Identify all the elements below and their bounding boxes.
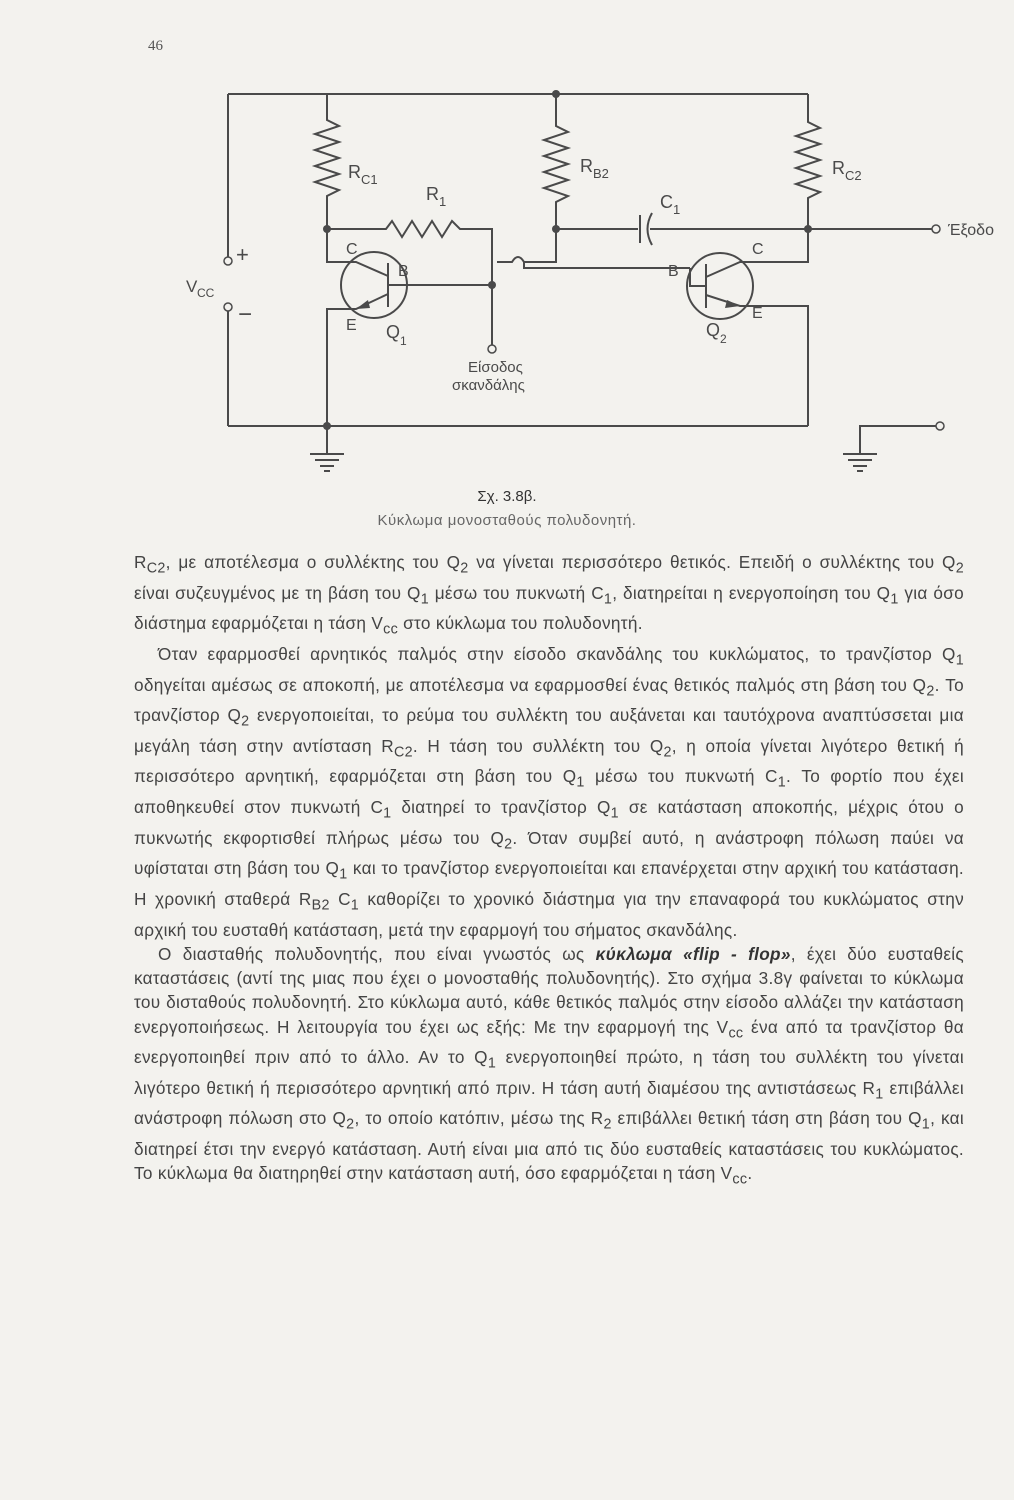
vcc-label: V [186,277,198,296]
paragraph-p3: Ο διασταθής πολυδονητής, που είναι γνωστός ως κύκλωμα «flip - flop», έχει δύο ευσταθείς καταστάσεις (αντί της μιας που έχει ο μονοσταθής πολυδονητής). Στο σχήμα 3.8γ φαίνεται το κύκλωμα του δισταθούς πολυδονητή. Στο κύκλωμα αυτό, κάθε θετικός παλμός στην είσοδο αλλάζει την κατάσταση ενεργοποιήσεως. Η λειτουργία του έχει ως εξής: Με την εφαρμογή της $V_{cc}$ ένα από τα τρανζίστορ θα ενεργοποιηθεί πριν από το άλλο. Αν το $Q_1$ ενεργοποιηθεί πρώτο, η τάση του συλλέκτη του γίνεται λιγότερο θετική ή περισσότερο αρνητική από πριν. Η τάση αυτή διαμέσου της αντιστάσεως $R_1$ επιβάλλει ανάστροφη πόλωση στο $Q_2$, το οποίο κατόπιν, μέσω της $R_2$ επιβάλλει θετική τάση στη βάση του $Q_1$, και διατηρεί έτσι την ενεργό κατάσταση. Αυτή είναι μια από τις δύο ευσταθείς καταστάσεις του κυκλώματος. Το κύκλωμα θα διατηρηθεί στην κατάσταση αυτή, όσο εφαρμόζεται η τάση $V_{cc}$. [134,943,964,1188]
rb2-label: R [580,156,593,176]
r1-subscript: 1 [439,194,447,209]
output-terminal [932,225,940,233]
vcc-plus-terminal [224,257,232,265]
ground-output-terminal [936,422,944,430]
figure-caption [0,485,1014,533]
vcc-subscript: CC [197,286,215,300]
q2-label: Q [706,320,721,340]
q1-label: Q [386,322,401,342]
output-label: Έξοδο [948,222,994,239]
q2-base-wire-in [690,268,706,286]
circuit-diagram [0,0,1014,520]
rb2-resistor [544,94,568,229]
q1-emitter-arrow [356,300,370,309]
q1-base-label: B [398,263,409,280]
q1-collector-label: C [346,241,358,258]
rc2-label: R [832,158,845,178]
body-text [134,550,964,1192]
paragraph-p2: Όταν εφαρμοσθεί αρνητικός παλμός στην είσοδο σκανδάλης του κυκλώματος, το τρανζίστορ $Q_1$ οδηγείται αμέσως σε αποκοπή, με αποτέλεσμα να εφαρμοσθεί ένας θετικός παλμός στη βάση του $Q_2$. Το τρανζίστορ $Q_2$ ενεργοποιείται, το ρεύμα του συλλέκτη του αυξάνεται και ταυτόχρονα αναπτύσσεται μια μεγάλη τάση στην αντίσταση $R_{C2}$. Η τάση του συλλέκτη του $Q_2$, η οποία γίνεται λιγότερο θετική ή περισσότερο αρνητική, εφαρμόζεται στη βάση του $Q_1$ μέσω του πυκνωτή $C_1$. Το φορτίο που έχει αποθηκευθεί στον πυκνωτή $C_1$ διατηρεί το τρανζίστορ $Q_1$ σε κατάσταση αποκοπής, μέχρις ότου ο πυκνωτής εκφορτισθεί πλήρως μέσω του $Q_2$. Όταν συμβεί αυτό, η ανάστροφη πόλωση παύει να υφίσταται στη βάση του $Q_1$ και το τρανζίστορ ενεργοποιείται και επανέρχεται στην αρχική του κατάσταση. Η χρονική σταθερά $R_{B2}$ $C_1$ καθορίζει το χρονικό διάστημα για την επαναφορά του κυκλώματος στην αρχική του ευσταθή κατάσταση, μετά την εφαρμογή του σήματος σκανδάλης. [134,643,965,940]
vcc-minus-terminal [224,303,232,311]
r1-label: R [426,184,439,204]
q2-collector-label: C [752,241,764,258]
c1-label: C [660,192,673,212]
q1-emitter-label: E [346,317,357,334]
q2-emitter-arrow [725,300,740,308]
ground-left [310,426,344,471]
trigger-label-line1: Είσοδος [468,359,523,376]
q2-subscript: 2 [720,332,727,346]
q2-base-label: B [668,263,679,280]
ground-right [843,426,936,471]
page-number: 46 [148,38,163,54]
q2-emitter-label: E [752,305,763,322]
q1-subscript: 1 [400,334,407,348]
trigger-terminal [488,345,496,353]
trigger-label-line2: σκανδάλης [452,377,525,394]
rc1-label: R [348,162,361,182]
rc1-subscript: C1 [361,172,378,187]
q2-base-wire [497,229,556,262]
rc1-resistor [315,94,339,229]
paragraph-p1: $R_{C2}$, με αποτέλεσμα ο συλλέκτης του $Q_2$ να γίνεται περισσότερο θετικός. Επειδή ο συλλέκτης του $Q_2$ είναι συζευγμένος με τη βάση του $Q_1$ μέσω του πυκνωτή $C_1$, διατηρείται η ενεργοποίηση του $Q_1$ για όσο διάστημα εφαρμόζεται η τάση $V_{cc}$ στο κύκλωμα του πολυδονητή. [134,552,964,638]
rb2-subscript: B2 [593,166,609,181]
rc2-resistor [796,94,820,229]
c1-subscript: 1 [673,202,681,217]
figure-number: Σχ. 3.8β. [477,488,537,505]
vcc-minus-label: − [238,301,253,328]
figure-title: Κύκλωμα μονοσταθούς πολυδονητή. [377,512,637,529]
rc2-subscript: C2 [845,168,862,183]
vcc-plus-label: + [236,242,249,267]
